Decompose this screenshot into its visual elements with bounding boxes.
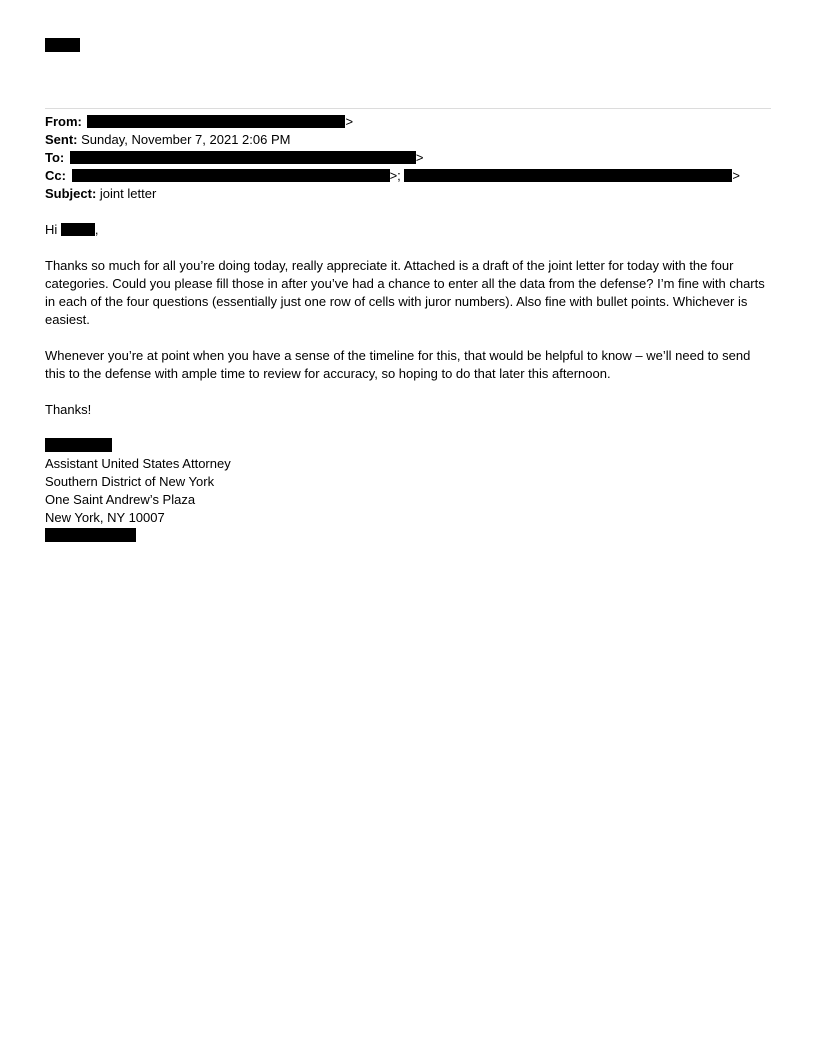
subject-value: joint letter (99, 186, 157, 201)
redaction-block (404, 169, 732, 182)
signature-block (45, 437, 771, 545)
to-label: To: (45, 150, 65, 165)
cc-tail: > (732, 168, 741, 183)
sent-label: Sent: (45, 132, 78, 147)
to-tail: > (415, 150, 424, 165)
redaction-block (70, 151, 416, 164)
email-header (45, 113, 771, 203)
greeting-prefix: Hi (45, 222, 58, 237)
paragraph-2: Whenever you’re at point when you have a sense of the timeline for this, that would be helpful to know – we’ll need to send this to the defense with ample time to review for accuracy, so hoping to do that later this afternoon. (45, 348, 751, 381)
from-label: From: (45, 114, 82, 129)
cc-row (45, 167, 771, 185)
email-body (45, 221, 771, 545)
signature-title: Assistant United States Attorney (45, 456, 231, 471)
greeting-suffix: , (94, 222, 99, 237)
from-tail: > (345, 114, 354, 129)
from-row (45, 113, 771, 131)
signature-address-1: One Saint Andrew’s Plaza (45, 492, 196, 507)
redaction-block (45, 38, 80, 52)
sent-value: Sunday, November 7, 2021 2:06 PM (81, 132, 291, 147)
greeting (45, 221, 771, 239)
signature-office: Southern District of New York (45, 474, 215, 489)
signature-address-2: New York, NY 10007 (45, 510, 165, 525)
paragraph-1: Thanks so much for all you’re doing today, really appreciate it. Attached is a draft of the joint letter for today with the four categories. Could you please fill those in after you’ve had a chance to enter all the data from the defense? I’m fine with charts in each of the four questions (essentially just one row of cells with juror numbers). Also fine with bullet points. Whichever is easiest. (45, 258, 765, 327)
redaction-block (61, 223, 95, 236)
header-divider (45, 108, 771, 109)
redaction-block (87, 115, 345, 128)
to-row (45, 149, 771, 167)
signature-contact (45, 527, 771, 545)
cc-separator: >; (389, 168, 401, 183)
redaction-block (45, 438, 112, 452)
subject-label: Subject: (45, 186, 97, 201)
signature-name (45, 437, 771, 455)
subject-row (45, 185, 771, 203)
redaction-block (72, 169, 390, 182)
cc-label: Cc: (45, 168, 66, 183)
closing: Thanks! (45, 402, 92, 417)
sent-row (45, 131, 771, 149)
redaction-block (45, 528, 136, 542)
